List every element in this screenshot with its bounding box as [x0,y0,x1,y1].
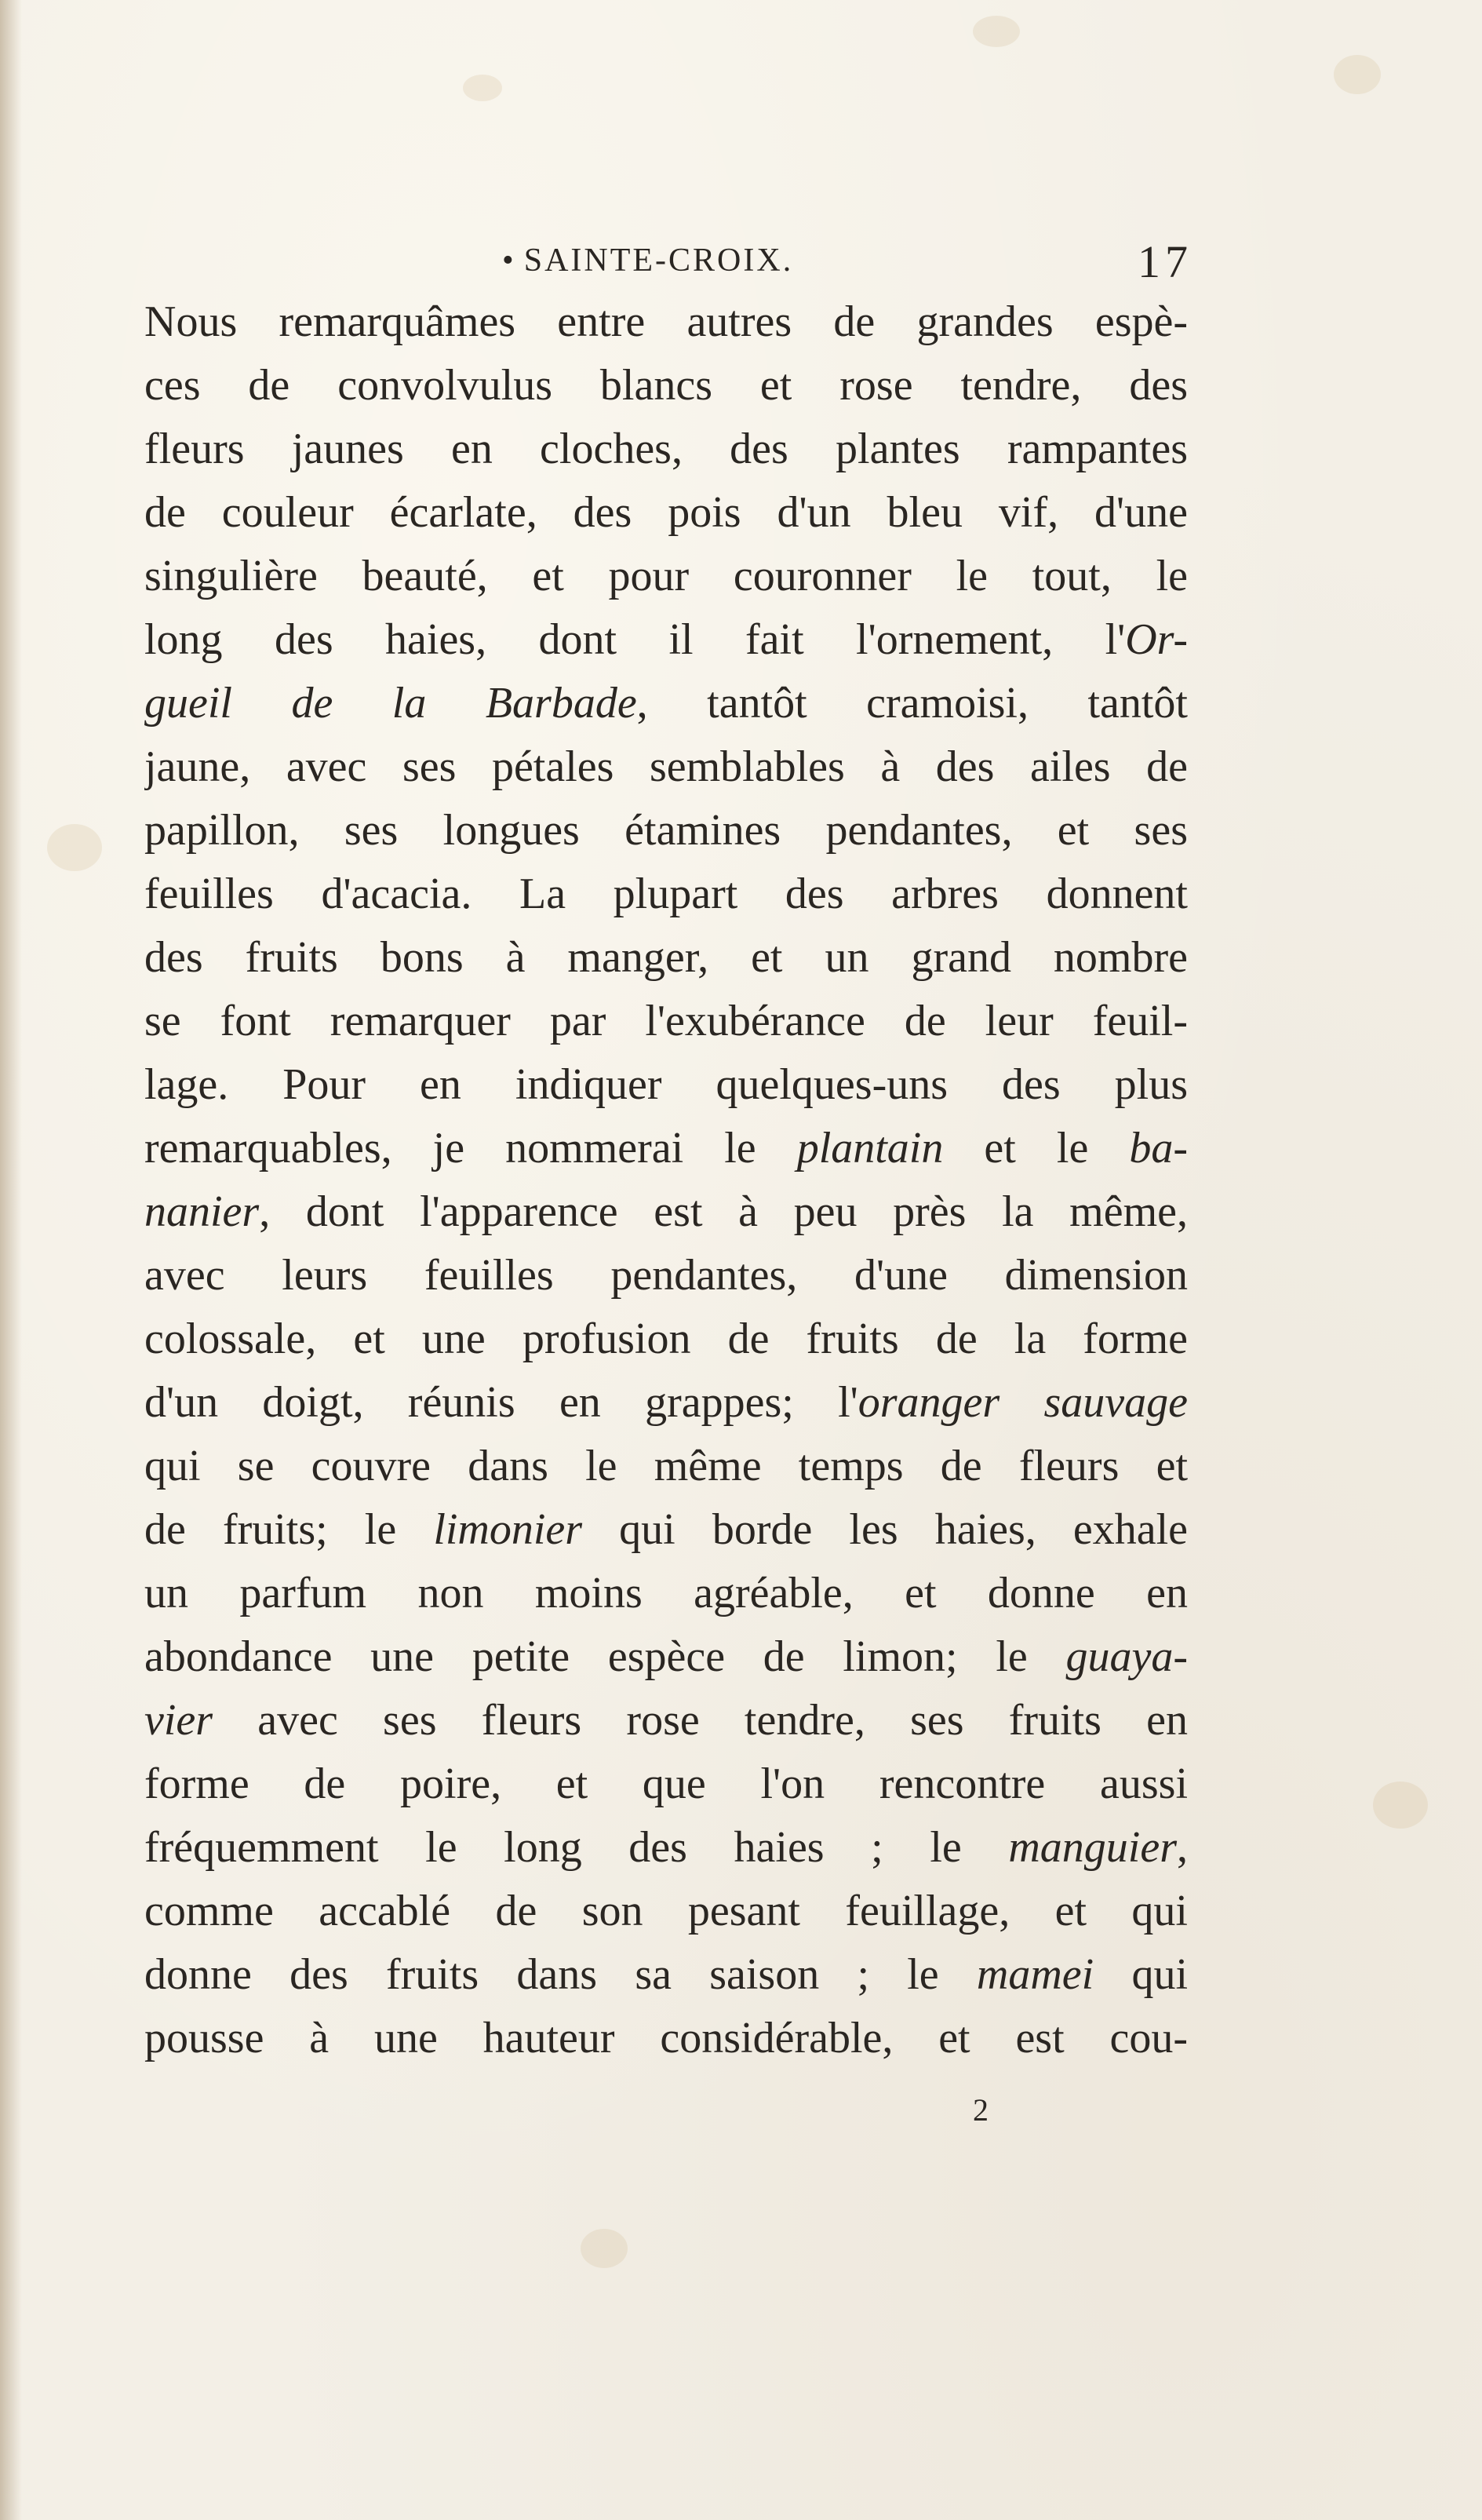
text-line: jaune, avec ses pétales semblables à des ailes de [144,742,1188,791]
text-line: un parfum non moins agréable, et donne en [144,1569,1188,1617]
text-line: feuilles d'acacia. La plupart des arbres donnent [144,870,1188,918]
page-edge-shadow [0,0,22,2520]
running-head-bullet: • [502,243,516,279]
foxing-spot [973,16,1020,47]
text-line: avec leurs feuilles pendantes, d'une dimension [144,1251,1188,1300]
text-line: nanier, dont l'apparence est à peu près la même, [144,1187,1188,1236]
text-line: ces de convolvulus blancs et rose tendre, des [144,361,1188,410]
text-line: papillon, ses longues étamines pendantes, et ses [144,806,1188,855]
text-line: donne des fruits dans sa saison ; le mamei qui [144,1950,1188,1999]
text-line: vier avec ses fleurs rose tendre, ses fruits en [144,1696,1188,1745]
text-line: remarquables, je nommerai le plantain et le ba- [144,1124,1188,1172]
text-line: pousse à une hauteur considérable, et est cou- [144,2014,1188,2062]
running-head-title [502,242,793,279]
text-line: lage. Pour en indiquer quelques-uns des plus [144,1060,1188,1109]
text-line: des fruits bons à manger, et un grand nombre [144,933,1188,982]
text-line: qui se couvre dans le même temps de fleurs et [144,1442,1188,1490]
body-text [144,290,1188,2070]
text-line: fleurs jaunes en cloches, des plantes rampantes [144,425,1188,473]
text-line: long des haies, dont il fait l'ornement, l'Or- [144,615,1188,664]
text-line: colossale, et une profusion de fruits de la forme [144,1315,1188,1363]
text-line: abondance une petite espèce de limon; le guaya- [144,1632,1188,1681]
text-line: Nous remarquâmes entre autres de grandes espè- [144,297,1188,346]
foxing-spot [581,2229,628,2268]
signature-mark: 2 [973,2092,989,2128]
text-line: d'un doigt, réunis en grappes; l'oranger sauvage [144,1378,1188,1427]
foxing-spot [47,824,102,871]
running-head-text: SAINTE-CROIX. [523,243,794,279]
running-head [502,235,1193,290]
text-line: se font remarquer par l'exubérance de leur feuil- [144,997,1188,1045]
foxing-spot [463,75,502,101]
text-line: de couleur écarlate, des pois d'un bleu vif, d'une [144,488,1188,537]
text-line: fréquemment le long des haies ; le manguier, [144,1823,1188,1872]
foxing-spot [1373,1782,1428,1829]
text-line: gueil de la Barbade, tantôt cramoisi, tantôt [144,679,1188,728]
text-line: comme accablé de son pesant feuillage, et qui [144,1887,1188,1935]
text-line: de fruits; le limonier qui borde les haies, exhale [144,1505,1188,1554]
text-line: forme de poire, et que l'on rencontre aussi [144,1760,1188,1808]
foxing-spot [1334,55,1381,94]
page-number: 17 [1138,236,1193,287]
text-line: singulière beauté, et pour couronner le tout, le [144,552,1188,600]
